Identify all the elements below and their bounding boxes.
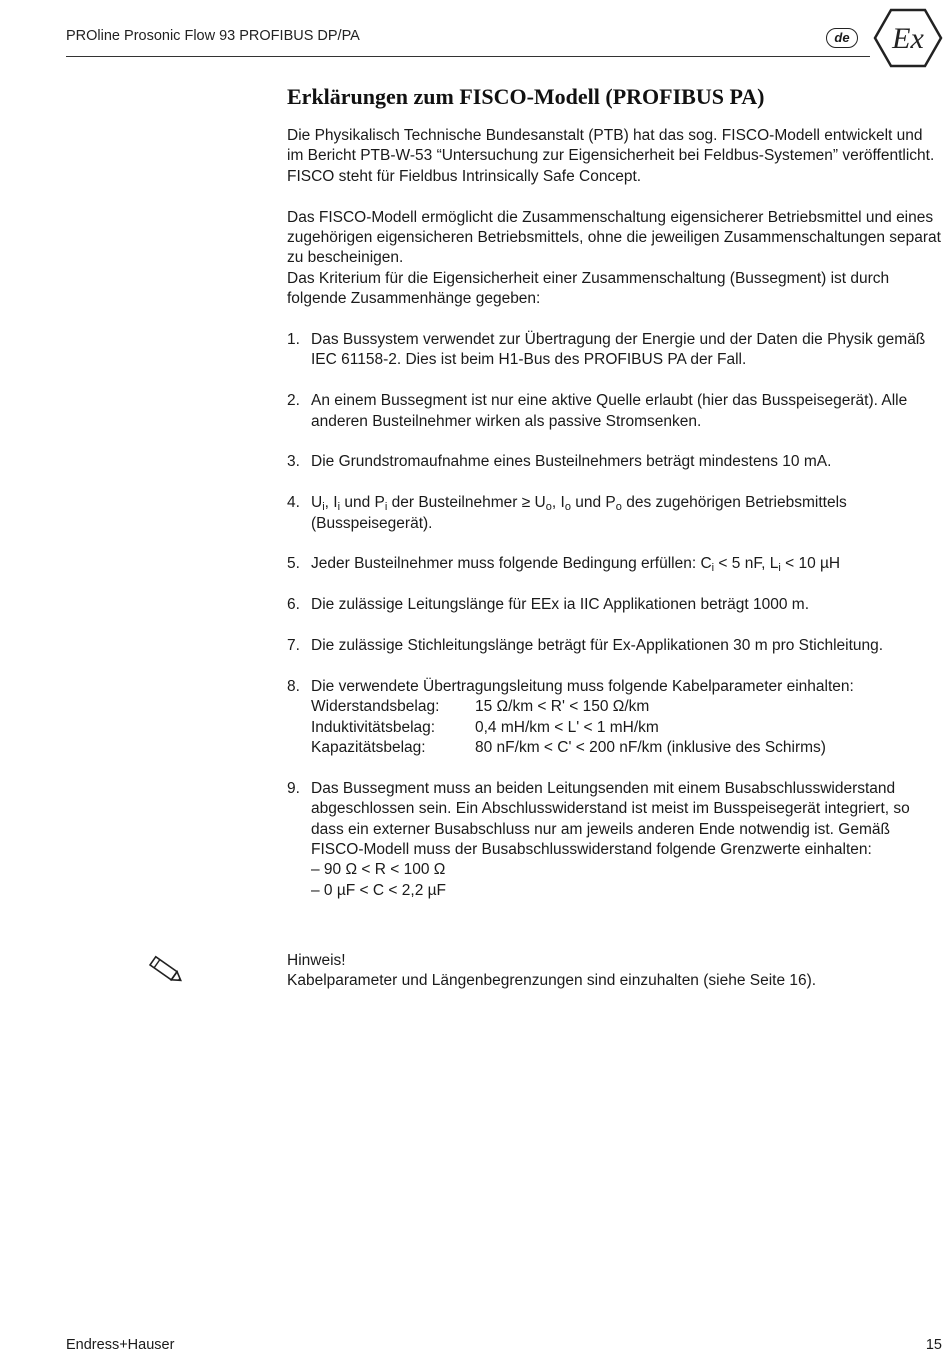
item-text: Die verwendete Übertragungsleitung muss folgende Kabelparameter einhalten: xyxy=(311,677,854,695)
list-item xyxy=(287,595,942,615)
item-number: 1. xyxy=(287,331,300,349)
list-item xyxy=(287,779,942,901)
item-text: Das Bussystem verwendet zur Übertragung der Energie und der Daten die Physik gemäß IEC 61158-2. Dies ist beim H1-Bus des PROFIBUS PA der Fall. xyxy=(311,331,926,369)
pencil-icon xyxy=(146,954,186,986)
cable-parameter-row xyxy=(311,718,942,738)
item-text: Das Bussegment muss an beiden Leitungsenden mit einem Busabschlusswiderstand abgeschlossen sein. Ein Abschlusswiderstand ist meist im Busspeisegerät integriert, so dass ein externer Busabschluss nur am jeweils anderen Ende notwendig ist. Gemäß FISCO-Modell muss der Busabschlusswiderstand folgende Grenzwerte einhalten: xyxy=(311,779,910,859)
intro-paragraph: Die Physikalisch Technische Bundesanstalt (PTB) hat das sog. FISCO-Modell entwickelt und im Bericht PTB-W-53 “Untersuchung zur Eigensicherheit bei Feldbus-Systemen” veröffentlicht. FISCO steht für Fieldbus Intrinsically Safe Concept. xyxy=(287,127,935,185)
section-heading: Erklärungen zum FISCO-Modell (PROFIBUS PA) xyxy=(287,84,765,109)
item-number: 8. xyxy=(287,677,300,695)
list-item xyxy=(287,636,942,656)
ex-logo-text: Ex xyxy=(892,22,924,55)
parameter-label: Induktivitätsbelag: xyxy=(311,718,436,736)
list-item xyxy=(287,330,942,371)
ex-hazard-logo xyxy=(873,8,943,68)
item-number: 2. xyxy=(287,392,300,410)
item-number: 5. xyxy=(287,555,300,573)
list-item xyxy=(287,452,942,472)
item-text: An einem Bussegment ist nur eine aktive Quelle erlaubt (hier das Busspeisegerät). Alle anderen Busteilnehmer wirken als passive Stromsenken. xyxy=(311,392,908,430)
parameter-value: 15 Ω/km < R' < 150 Ω/km xyxy=(475,698,650,716)
item-number: 4. xyxy=(287,494,300,512)
cable-parameter-row xyxy=(311,738,942,758)
item-text: $U_i$, $I_i$ und $P_i$ der Busteilnehmer ≥ $U_o$, $I_o$ und $P_o$ des zugehörigen Betriebsmittels (Busspeisegerät). xyxy=(311,494,847,532)
parameter-label: Widerstandsbelag: xyxy=(311,698,440,716)
note-block xyxy=(287,951,942,992)
header-divider xyxy=(66,56,870,57)
item-text: Die zulässige Leitungslänge für EEx ia IIC Applikationen beträgt 1000 m. xyxy=(311,596,810,614)
parameter-value: 0,4 mH/km < L' < 1 mH/km xyxy=(475,718,659,736)
resistance-limit: – 90 Ω < R < 100 Ω xyxy=(311,861,446,879)
document-title: PROline Prosonic Flow 93 PROFIBUS DP/PA xyxy=(66,28,360,44)
page-number: 15 xyxy=(925,1337,942,1353)
note-text: Kabelparameter und Längenbegrenzungen sind einzuhalten (siehe Seite 16). xyxy=(287,972,817,990)
cable-parameter-row xyxy=(311,697,942,717)
item-number: 6. xyxy=(287,596,300,614)
list-item xyxy=(287,391,942,432)
body-content xyxy=(287,126,942,922)
fisco-paragraph: Das FISCO-Modell ermöglicht die Zusammenschaltung eigensicherer Betriebsmittel und eines zugehörigen eigensicheren Betriebsmittels, ohne die jeweiligen Zusammenschaltungen separat zu bescheinigen. xyxy=(287,208,941,267)
list-item xyxy=(287,493,942,534)
criteria-list xyxy=(287,330,942,901)
footer-brand: Endress+Hauser xyxy=(66,1337,175,1353)
item-text: Die zulässige Stichleitungslänge beträgt für Ex-Applikationen 30 m pro Stichleitung. xyxy=(311,637,884,655)
capacitance-limit: – 0 µF < C < 2,2 µF xyxy=(311,881,447,899)
note-title: Hinweis! xyxy=(287,952,346,969)
item-text: Jeder Busteilnehmer muss folgende Bedingung erfüllen: $C_i < 5$ nF, $L_i < 10$ µH xyxy=(311,555,841,575)
list-item xyxy=(287,677,942,759)
parameter-value: 80 nF/km < C' < 200 nF/km (inklusive des Schirms) xyxy=(475,739,826,757)
item-number: 9. xyxy=(287,779,300,797)
item-text: Die Grundstromaufnahme eines Busteilnehmers beträgt mindestens 10 mA. xyxy=(311,453,832,471)
parameter-label: Kapazitätsbelag: xyxy=(311,739,426,757)
criterion-paragraph: Das Kriterium für die Eigensicherheit einer Zusammenschaltung (Bussegment) ist durch folgende Zusammenhänge gegeben: xyxy=(287,269,890,308)
item-number: 7. xyxy=(287,637,300,655)
language-badge: de xyxy=(826,28,858,48)
item-number: 3. xyxy=(287,453,300,471)
list-item xyxy=(287,554,942,574)
